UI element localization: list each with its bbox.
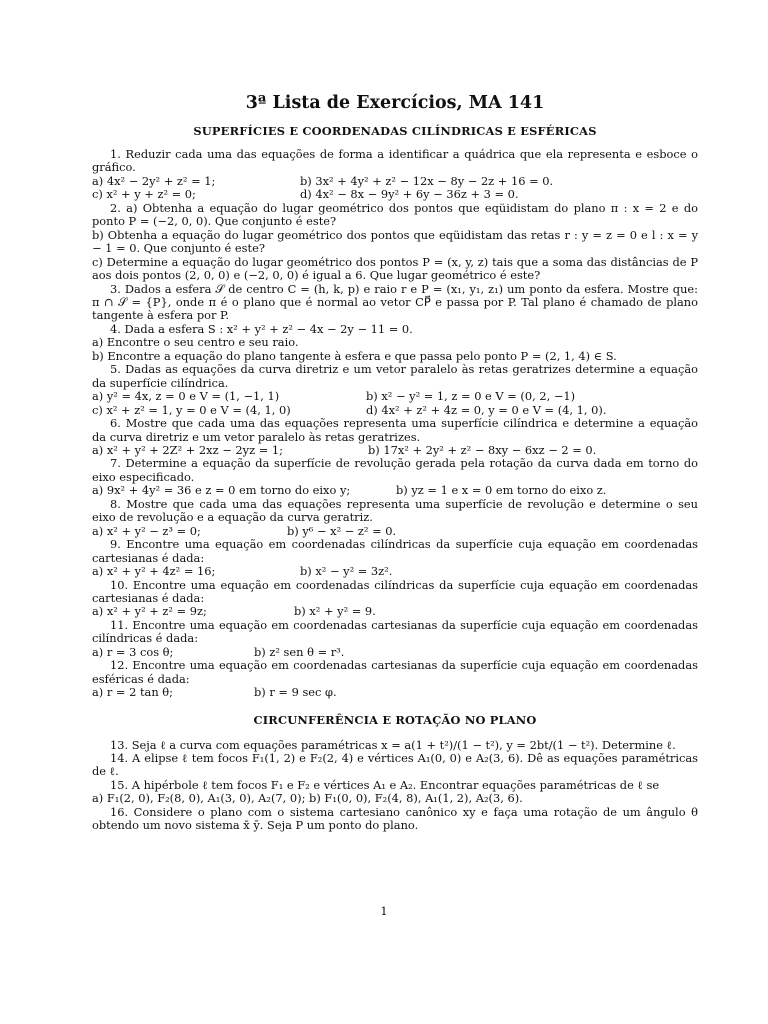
page-number: 1 (380, 904, 388, 918)
exercise-2c: c) Determine a equação do lugar geométrico dos pontos P = (x, y, z) tais que a soma das distâncias de P aos dois pontos (2, 0, 0) e (−2, 0, 0) é igual a 6. Que lugar geométrico é este? (92, 254, 698, 283)
exercise-9: 9. Encontre uma equação em coordenadas cilíndricas da superfície cuja equação em coordenadas cartesianas é dada: (92, 537, 698, 565)
exercise-16: 16. Considere o plano com o sistema cartesiano canônico xy e faça uma rotação de um ângulo θ obtendo um novo sistema x̄ ȳ. Seja P um ponto do plano. (92, 804, 698, 833)
exercise-10a: a) x² + y² + z² = 9z; (92, 604, 207, 619)
exercise-1d: d) 4x² − 8x − 9y² + 6y − 36z + 3 = 0. (300, 187, 519, 202)
exercise-14: 14. A elipse ℓ tem focos F₁(1, 2) e F₂(2, 4) e vértices A₁(0, 0) e A₂(3, 6). Dê as equações paramétricas de ℓ. (92, 751, 698, 779)
exercise-8: 8. Mostre que cada uma das equações representa uma superfície de revolução e determine o seu eixo de revolução e a equação da curva geratriz. (92, 496, 698, 525)
exercise-5d: d) 4x² + z² + 4z = 0, y = 0 e V = (4, 1, 0). (366, 402, 607, 417)
exercise-1-items-ab (92, 175, 698, 188)
exercise-5a: a) y² = 4x, z = 0 e V = (1, −1, 1) (92, 389, 280, 404)
section-heading-surfaces: SUPERFÍCIES E COORDENADAS CILÍNDRICAS E ESFÉRICAS (193, 124, 597, 138)
exercise-5: 5. Dadas as equações da curva diretriz e um vetor paralelo às retas geratrizes determine a equação da superfície cilíndrica. (92, 362, 698, 390)
page-title: 3ª Lista de Exercícios, MA 141 (245, 93, 545, 113)
exercise-7-items (92, 484, 698, 497)
exercise-9b: b) x² − y² = 3z². (300, 564, 393, 579)
exercise-5b: b) x² − y² = 1, z = 0 e V = (0, 2, −1) (366, 389, 576, 404)
exercise-15-items: a) F₁(2, 0), F₂(8, 0), A₁(3, 0), A₂(7, 0); b) F₁(0, 0), F₂(4, 8), A₁(1, 2), A₂(3, 6). (92, 791, 523, 806)
exercise-6a: a) x² + y² + 2Z² + 2xz − 2yz = 1; (92, 442, 283, 457)
exercise-1c: c) x² + y + z² = 0; (92, 187, 196, 202)
exercise-6b: b) 17x² + 2y² + z² − 8xy − 6xz − 2 = 0. (368, 442, 597, 457)
exercise-7: 7. Determine a equação da superfície de revolução gerada pela rotação da curva dada em torno do eixo especificado. (92, 456, 698, 484)
exercise-1a: a) 4x² − 2y² + z² = 1; (92, 173, 216, 188)
exercise-11-items (92, 646, 698, 659)
exercise-15: 15. A hipérbole ℓ tem focos F₁ e F₂ e vértices A₁ e A₂. Encontrar equações paramétricas de ℓ se (110, 777, 660, 792)
exercise-6-items (92, 444, 698, 457)
exercise-9-items (92, 565, 698, 578)
exercise-7a: a) 9x² + 4y² = 36 e z = 0 em torno do eixo y; (92, 483, 351, 498)
exercise-12-items (92, 686, 698, 699)
exercise-12: 12. Encontre uma equação em coordenadas cartesianas da superfície cuja equação em coordenadas esféricas é dada: (92, 658, 698, 686)
exercise-11a: a) r = 3 cos θ; (92, 644, 174, 659)
exercise-11b: b) z² sen θ = r³. (254, 644, 345, 659)
page-body (92, 92, 698, 833)
exercise-1-items-cd (92, 188, 698, 201)
exercise-10-items (92, 605, 698, 618)
exercise-12b: b) r = 9 sec φ. (254, 685, 337, 700)
exercise-1: 1. Reduzir cada uma das equações de forma a identificar a quádrica que ela representa e esboce o gráfico. (92, 147, 698, 175)
exercise-3: 3. Dados a esfera 𝒮 de centro C = (h, k, p) e raio r e P = (x₁, y₁, z₁) um ponto da esfera. Mostre que: π ∩ 𝒮 = {P}, onde π é o plano que é normal ao vetor CP⃗ e passa por P. Tal plano é chamado de plano tangente à esfera por P. (92, 281, 698, 323)
exercise-4b: b) Encontre a equação do plano tangente à esfera e que passa pelo ponto P = (2, 1, 4) ∈ S. (92, 348, 617, 363)
exercise-8-items (92, 525, 698, 538)
exercise-5c: c) x² + z² = 1, y = 0 e V = (4, 1, 0) (92, 402, 291, 417)
exercise-12a: a) r = 2 tan θ; (92, 685, 173, 700)
exercise-2b: b) Obtenha a equação do lugar geométrico dos pontos que eqüidistam das retas r : y = z = 0 e l : x = y − 1 = 0. Que conjunto é este? (92, 227, 698, 256)
exercise-10: 10. Encontre uma equação em coordenadas cilíndricas da superfície cuja equação em coordenadas cartesianas é dada: (92, 577, 698, 605)
exercise-7b: b) yz = 1 e x = 0 em torno do eixo z. (396, 483, 607, 498)
exercise-8a: a) x² + y² − z³ = 0; (92, 523, 201, 538)
exercise-13: 13. Seja ℓ a curva com equações paramétricas x = a(1 + t²)/(1 − t²), y = 2bt/(1 − t²). Determine ℓ. (110, 737, 676, 752)
exercise-6: 6. Mostre que cada uma das equações representa uma superfície cilíndrica e determine a equação da curva diretriz e um vetor paralelo às retas geratrizes. (92, 416, 698, 444)
exercise-9a: a) x² + y² + 4z² = 16; (92, 564, 216, 579)
exercise-10b: b) x² + y² = 9. (294, 604, 376, 619)
exercise-11: 11. Encontre uma equação em coordenadas cartesianas da superfície cuja equação em coordenadas cilíndricas é dada: (92, 617, 698, 646)
exercise-8b: b) y⁶ − x² − z² = 0. (287, 523, 397, 538)
exercise-1b: b) 3x² + 4y² + z² − 12x − 8y − 2z + 16 = 0. (300, 173, 554, 188)
exercise-5-items-cd (92, 404, 698, 417)
exercise-4: 4. Dada a esfera S : x² + y² + z² − 4x − 2y − 11 = 0. (110, 321, 413, 336)
section-heading-circumference: CIRCUNFERÊNCIA E ROTAÇÃO NO PLANO (253, 712, 537, 727)
exercise-4a: a) Encontre o seu centro e seu raio. (92, 335, 299, 350)
exercise-2a: 2. a) Obtenha a equação do lugar geométrico dos pontos que eqüidistam do plano π : x = 2 e do ponto P = (−2, 0, 0). Que conjunto é este? (92, 200, 698, 229)
exercise-5-items-ab (92, 390, 698, 403)
